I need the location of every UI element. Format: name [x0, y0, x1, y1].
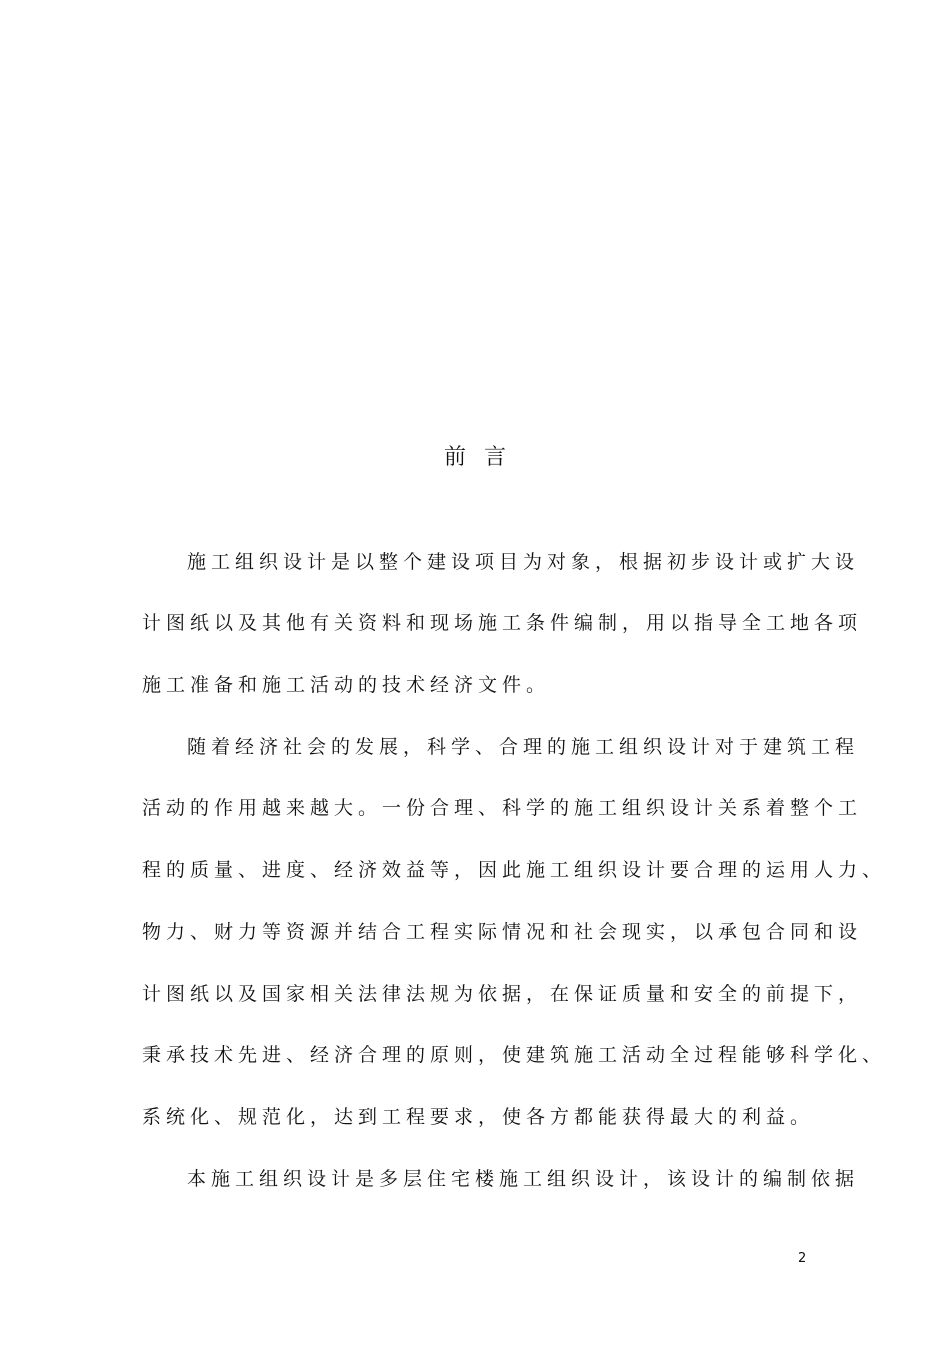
page-title: 前言 [443, 445, 524, 470]
paragraph-2-line-3: 程的质量、进度、经济效益等，因此施工组织设计要合理的运用人力、 [142, 859, 887, 881]
paragraph-2-line-1: 随着经济社会的发展，科学、合理的施工组织设计对于建筑工程 [187, 736, 860, 758]
paragraph-2-line-6: 秉承技术先进、经济合理的原则，使建筑施工活动全过程能够科学化、 [142, 1044, 887, 1066]
page-number: 2 [798, 1251, 807, 1266]
paragraph-1-line-3: 施工准备和施工活动的技术经济文件。 [142, 674, 551, 696]
paragraph-2-line-5: 计图纸以及国家相关法律法规为依据，在保证质量和安全的前提下， [142, 983, 863, 1005]
paragraph-2-line-7: 系统化、规范化，达到工程要求，使各方都能获得最大的利益。 [142, 1106, 815, 1128]
paragraph-1-line-2: 计图纸以及其他有关资料和现场施工条件编制，用以指导全工地各项 [142, 612, 863, 634]
paragraph-2-line-4: 物力、财力等资源并结合工程实际情况和社会现实，以承包合同和设 [142, 921, 863, 943]
paragraph-3-line-1: 本施工组织设计是多层住宅楼施工组织设计，该设计的编制依据 [187, 1168, 860, 1190]
paragraph-2-line-2: 活动的作用越来越大。一份合理、科学的施工组织设计关系着整个工 [142, 797, 863, 819]
paragraph-1-line-1: 施工组织设计是以整个建设项目为对象，根据初步设计或扩大设 [187, 551, 860, 573]
